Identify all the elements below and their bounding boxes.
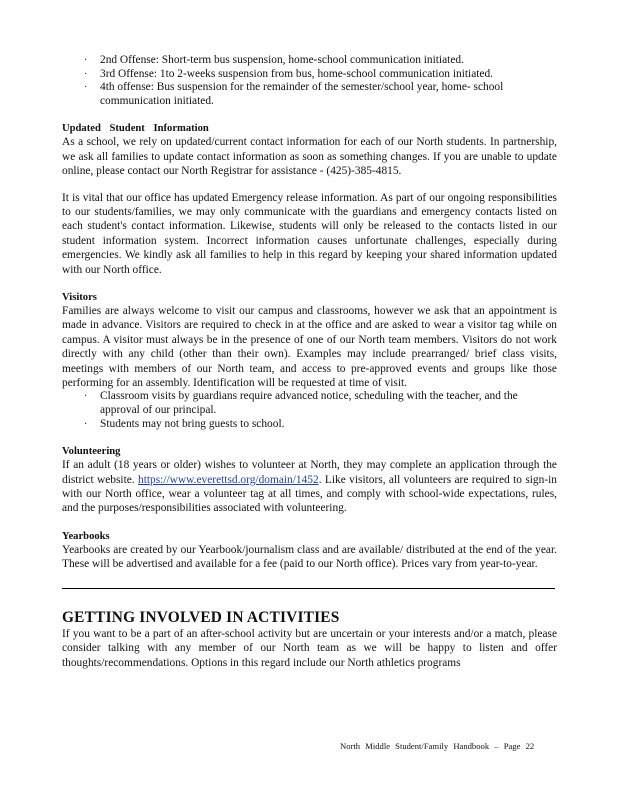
bullet-icon: · <box>84 55 88 66</box>
list-item: · 3rd Offense: 1to 2-weeks suspension from bus, home-school communication initiated. <box>84 67 494 80</box>
document-page <box>62 54 557 670</box>
volunteering-paragraph: If an adult (18 years or older) wishes to volunteer at North, they may complete an application through the district website. https://www.everettsd.org/domain/1452. Like visitors, all volunteers are required to sign-in with our North office, wear a volunteer tag at all times, and comply with school-wide expectations, rules, and the purposes/responsibilities associated with volunteering. <box>62 459 557 515</box>
yearbooks-paragraph: Yearbooks are created by our Yearbook/journalism class and are available/ distributed at the end of the year. These will be advertised and available for a fee (paid to our North office). Prices vary from year-to-year. <box>62 543 557 571</box>
bullet-icon: · <box>84 391 88 403</box>
list-item: · 4th offense: Bus suspension for the remainder of the semester/school year, home- school communication initiated. <box>84 81 504 107</box>
section-divider <box>62 588 555 589</box>
section-heading-yearbooks: Yearbooks <box>62 530 110 542</box>
section-heading-volunteering: Volunteering <box>62 446 121 458</box>
list-item: · Students may not bring guests to school. <box>84 417 285 430</box>
updated-info-paragraph-1: As a school, we rely on updated/current contact information for each of our North students. In partnership, we ask all families to update contact information as soon as something changes. If you are unable to update online, please contact our North Registrar for assistance - (425)-385-4815. <box>62 136 557 178</box>
list-item: · Classroom visits by guardians require advanced notice, scheduling with the teacher, and the approval of our principal. <box>84 390 518 417</box>
visitors-paragraph: Families are always welcome to visit our campus and classrooms, however we ask that an appointment is made in advance. Visitors are required to check in at the office and are asked to wear a visitor tag while on campus. A visitor must always be in the presence of one of our North team members. Visitors do not work directly with any child (other than their own). Examples may include prearranged/ brief class visits, meetings with members of our North team, and access to pre-approved events and groups like those performing for an assembly. Identification will be requested at time of visit. <box>62 305 557 390</box>
activities-heading: GETTING INVOLVED IN ACTIVITIES <box>62 608 340 626</box>
page-footer: North Middle Student/Family Handbook – Page 22 <box>340 741 535 751</box>
activities-paragraph: If you want to be a part of an after-school activity but are uncertain or your interests and/or a match, please consider talking with any member of our North team as we will be happy to listen and offer thoughts/recommendations. Options in this regard include our North athletics programs <box>62 627 557 669</box>
updated-info-paragraph-2: It is vital that our office has updated Emergency release information. As part of our ongoing responsibilities to our students/families, we may only communicate with the guardians and emergency contacts listed on each student's contact information. Likewise, students will only be released to the contacts listed in our student information system. Incorrect information causes unfortunate challenges, especially during emergencies. We kindly ask all families to help in this regard by keeping your shared information updated with our North office. <box>62 191 557 276</box>
offense-list <box>62 54 557 108</box>
section-heading-visitors: Visitors <box>62 292 97 304</box>
bullet-icon: · <box>84 418 88 430</box>
bullet-icon: · <box>84 82 88 94</box>
list-item: · 2nd Offense: Short-term bus suspension, home-school communication initiated. <box>84 54 464 66</box>
section-heading-updated-info: Updated Student Information <box>62 123 209 135</box>
bullet-icon: · <box>84 68 88 80</box>
volunteer-application-link[interactable]: https://www.everettsd.org/domain/1452 <box>138 473 319 486</box>
visitors-list <box>62 390 557 431</box>
